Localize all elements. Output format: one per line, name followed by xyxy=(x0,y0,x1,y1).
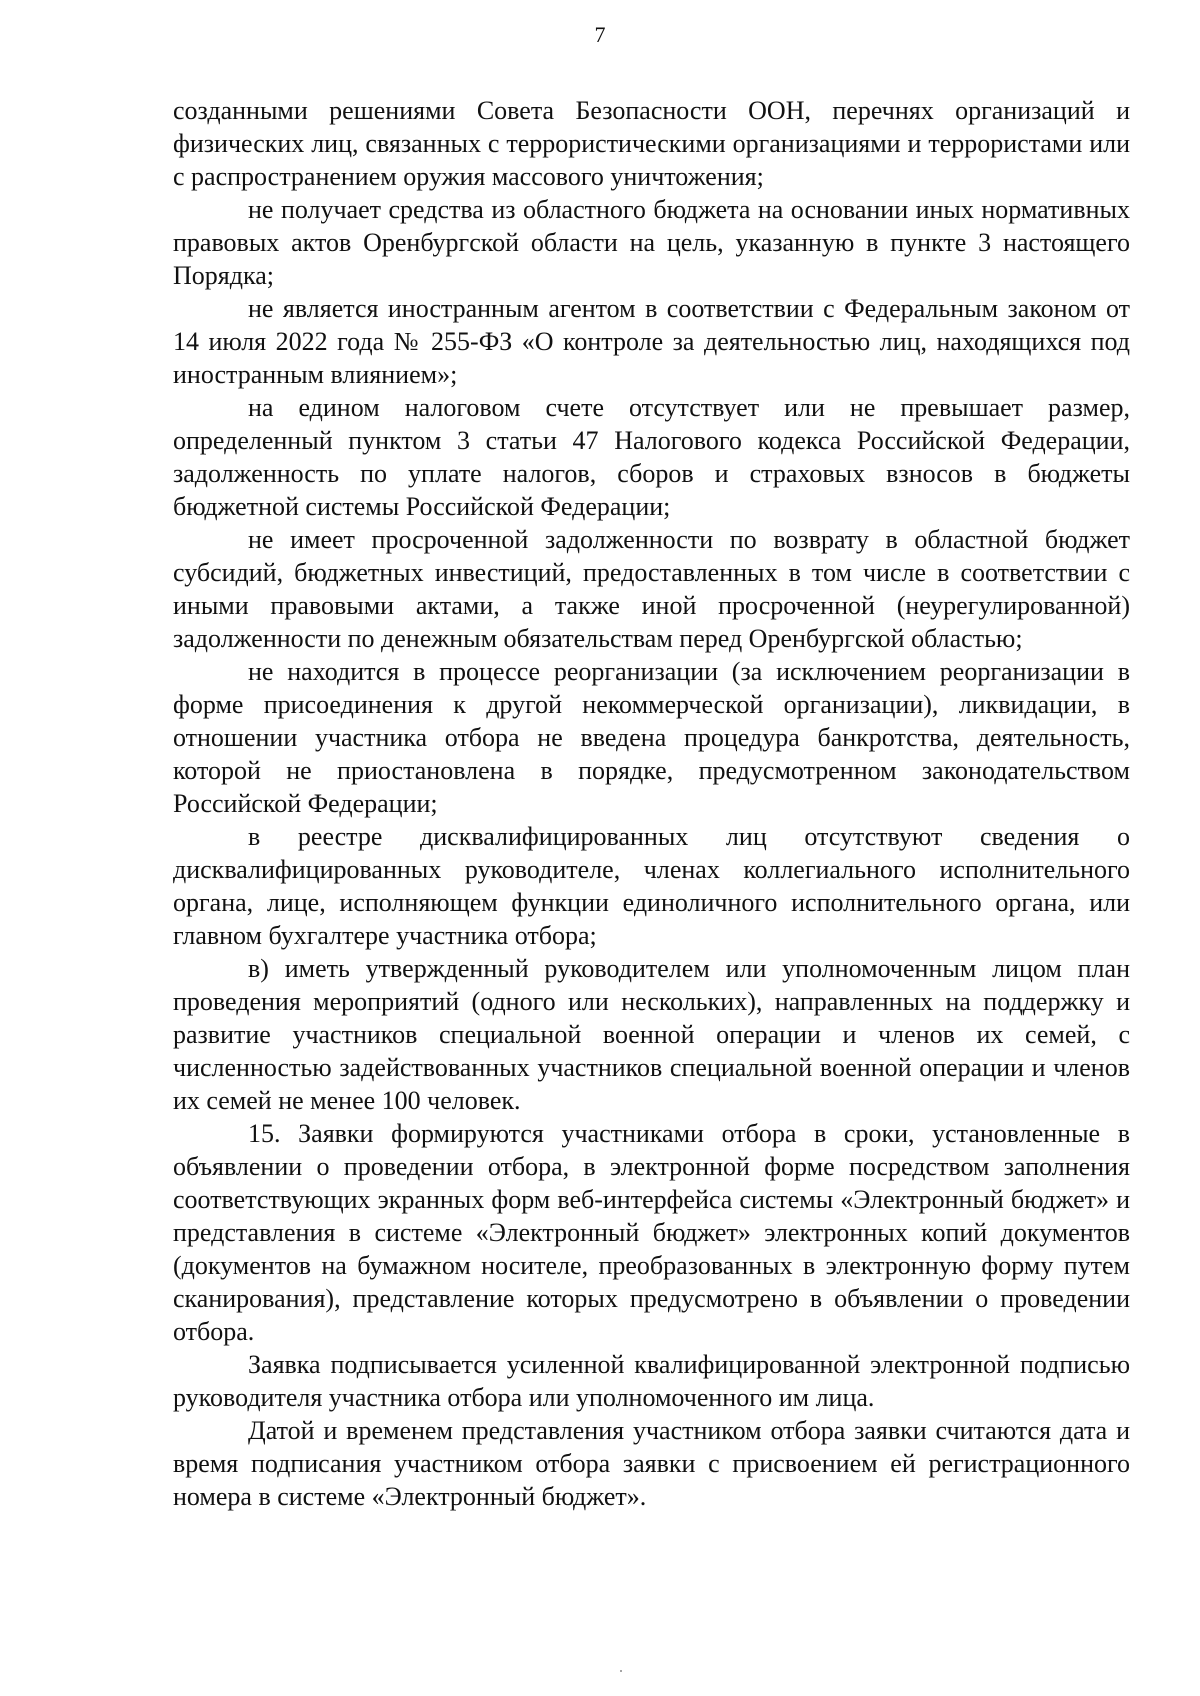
scan-artifact xyxy=(620,1670,622,1672)
paragraph-overdue-debt: не имеет просроченной задолженности по возврату в областной бюджет субсидий, бюджетных инвестиций, предоставленных в том числе в соответствии с иными правовыми актами, а также иной просроченной (неурегулированной) задолженности по денежным обязательствам перед Оренбургской областью; xyxy=(173,525,1130,653)
paragraph-foreign-agent: не является иностранным агентом в соответствии с Федеральным законом от 14 июля 2022 года № 255-ФЗ «О контроле за деятельностью лиц, находящихся под иностранным влиянием»; xyxy=(173,294,1130,389)
paragraph-signature: Заявка подписывается усиленной квалифицированной электронной подписью руководителя участника отбора или уполномоченного им лица. xyxy=(173,1350,1130,1412)
paragraph-applications: 15. Заявки формируются участниками отбора в сроки, установленные в объявлении о проведении отбора, в электронной форме посредством заполнения соответствующих экранных форм веб-интерфейса системы «Электронный бюджет» и представления в системе «Электронный бюджет» электронных копий документов (документов на бумажном носителе, преобразованных в электронную форму путем сканирования), представление которых предусмотрено в объявлении о проведении отбора. xyxy=(173,1119,1130,1346)
paragraph-disqualified-registry: в реестре дисквалифицированных лиц отсутствуют сведения о дисквалифицированных руководителе, членах коллегиального исполнительного органа, лице, исполняющем функции единоличного исполнительного органа, или главном бухгалтере участника отбора; xyxy=(173,822,1130,950)
page-number: 7 xyxy=(594,22,606,47)
paragraph-no-budget-funds: не получает средства из областного бюджета на основании иных нормативных правовых актов Оренбургской области на цель, указанную в пункте 3 настоящего Порядка; xyxy=(173,195,1130,290)
paragraph-submission-date: Датой и временем представления участником отбора заявки считаются дата и время подписания участником отбора заявки с присвоением ей регистрационного номера в системе «Электронный бюджет». xyxy=(173,1416,1130,1511)
paragraph-continuation: созданными решениями Совета Безопасности ООН, перечнях организаций и физических лиц, связанных с террористическими организациями и террористами или с распространением оружия массового уничтожения; xyxy=(173,96,1130,191)
paragraph-tax-account: на едином налоговом счете отсутствует или не превышает размер, определенный пунктом 3 статьи 47 Налогового кодекса Российской Федерации, задолженность по уплате налогов, сборов и страховых взносов в бюджеты бюджетной системы Российской Федерации; xyxy=(173,393,1130,521)
document-body xyxy=(173,94,1130,1513)
paragraph-event-plan: в) иметь утвержденный руководителем или уполномоченным лицом план проведения мероприятий (одного или нескольких), направленных на поддержку и развитие участников специальной военной операции и членов их семей, с численностью задействованных участников специальной военной операции и членов их семей не менее 100 человек. xyxy=(173,954,1130,1115)
paragraph-reorganization: не находится в процессе реорганизации (за исключением реорганизации в форме присоединения к другой некоммерческой организации), ликвидации, в отношении участника отбора не введена процедура банкротства, деятельность, которой не приостановлена в порядке, предусмотренном законодательством Российской Федерации; xyxy=(173,657,1130,818)
